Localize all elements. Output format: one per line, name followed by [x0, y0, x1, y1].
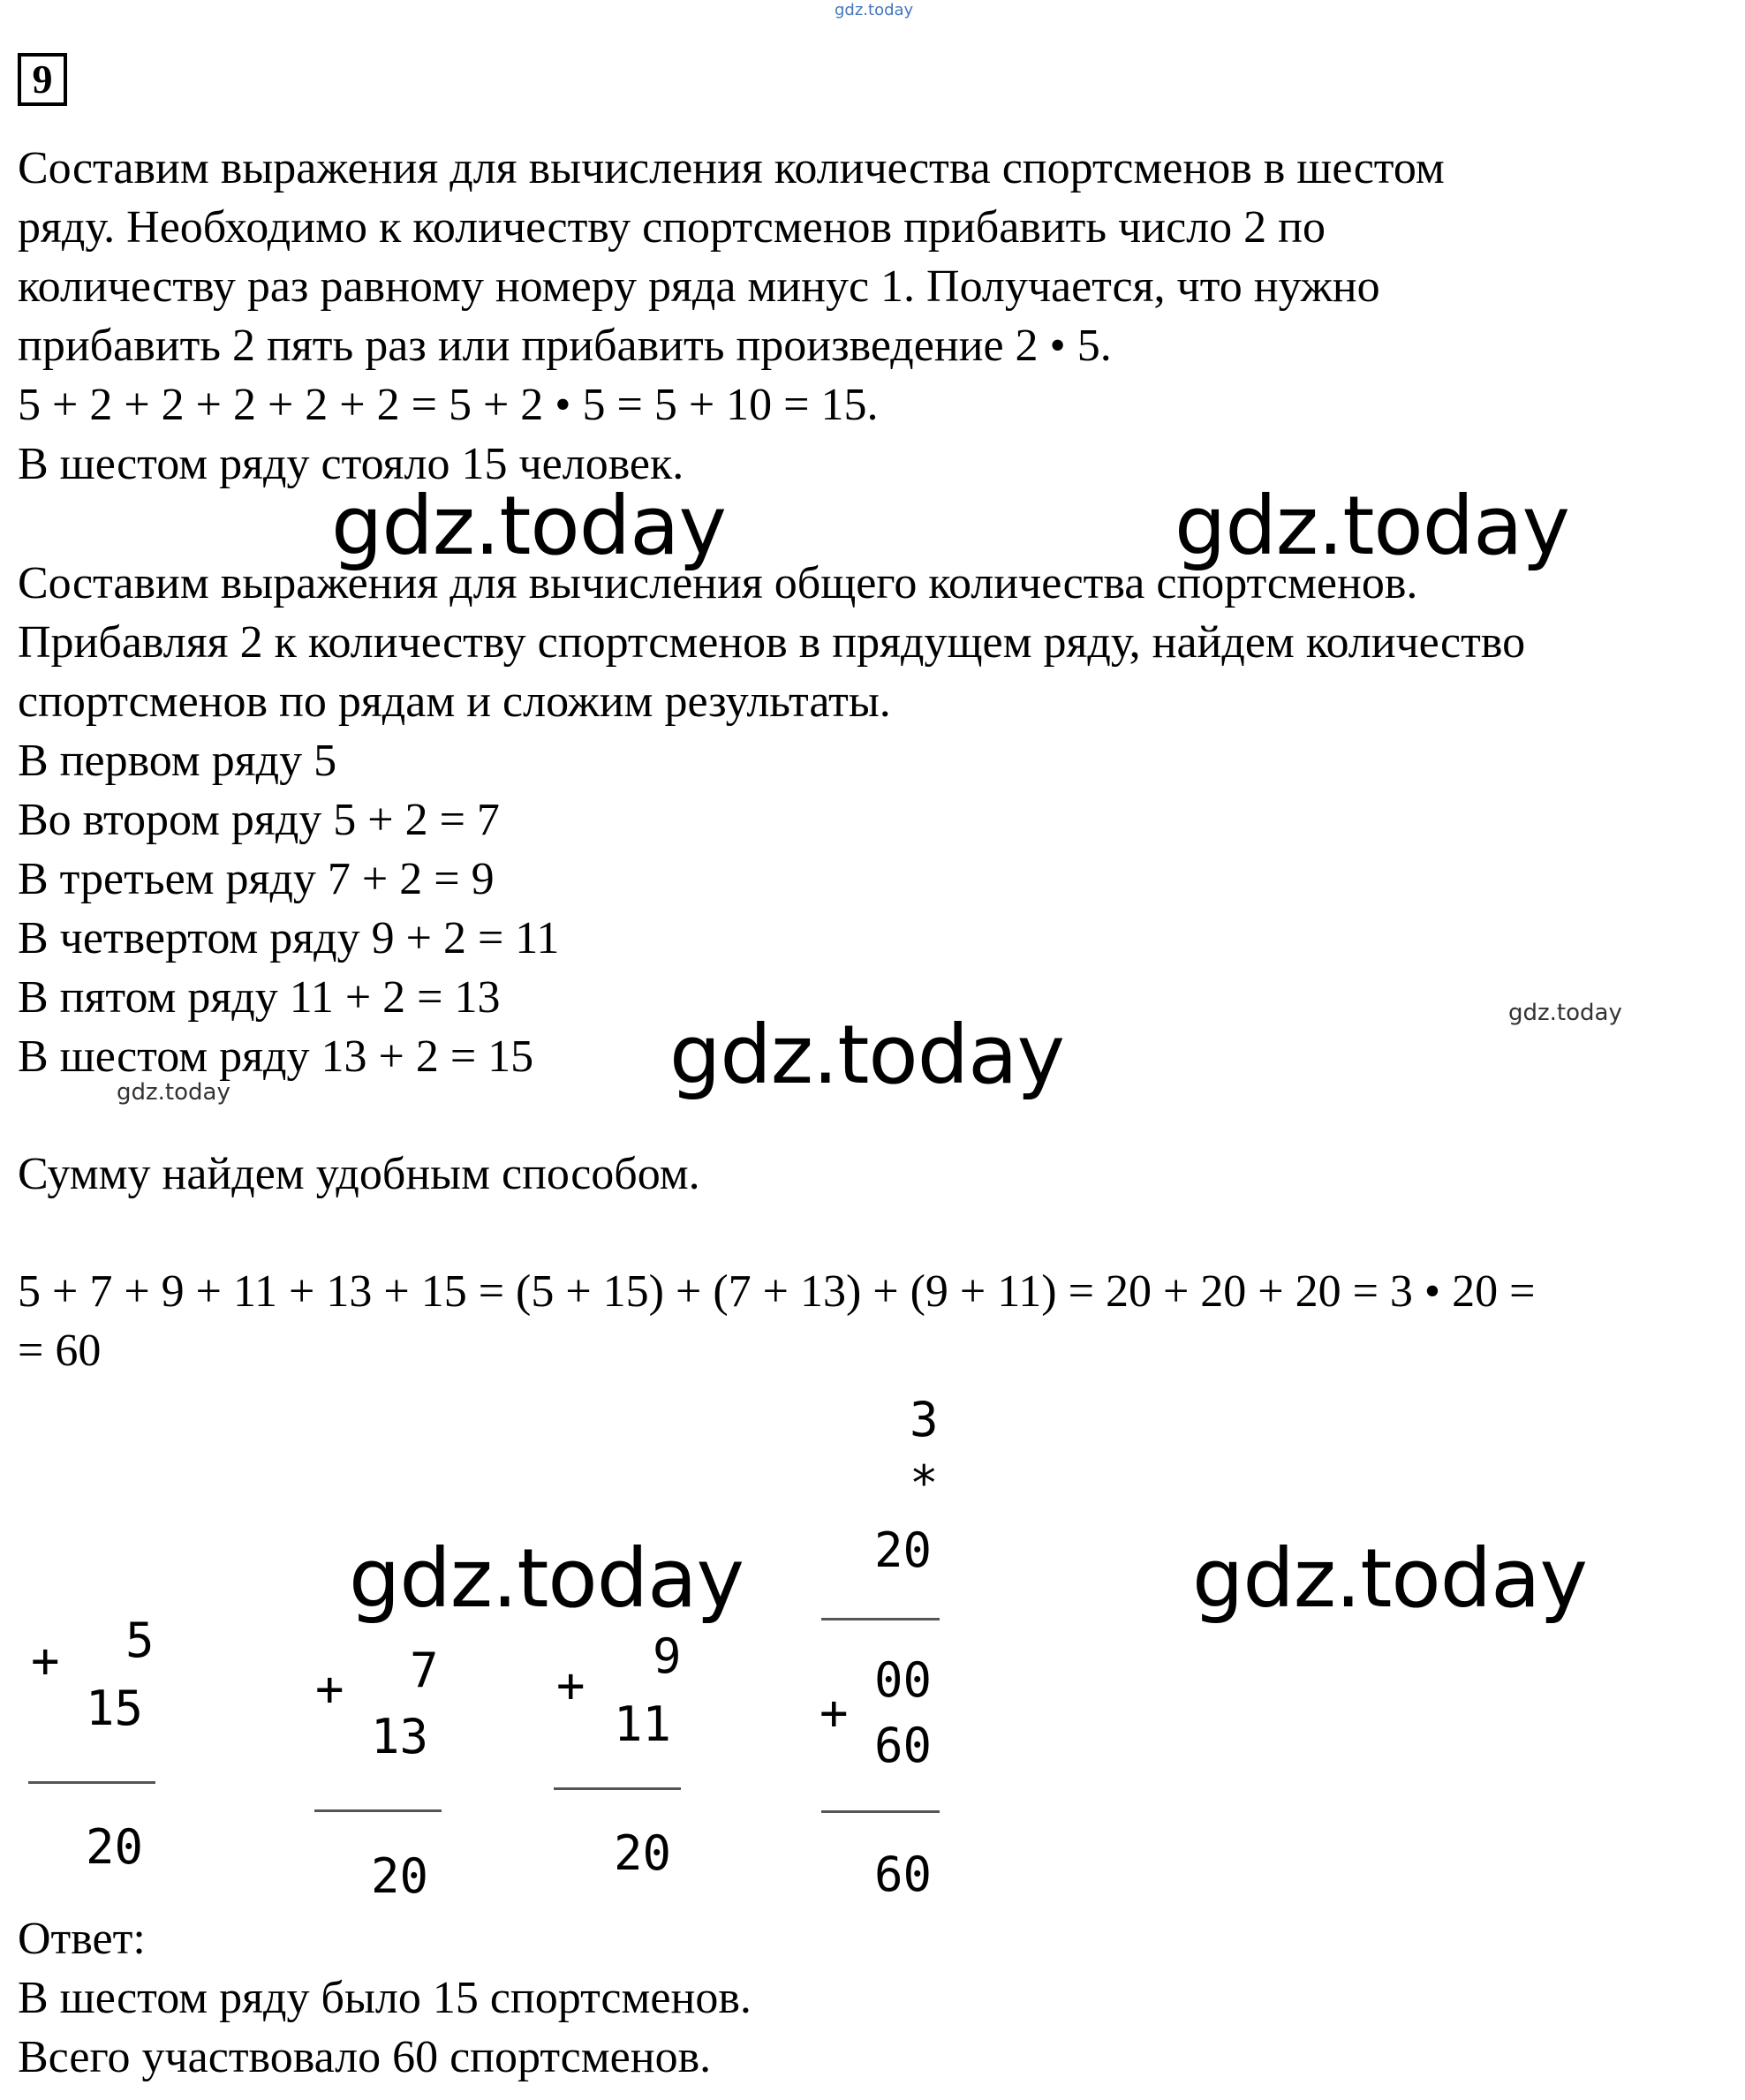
watermark-big-2: gdz.today: [1175, 479, 1569, 573]
paragraph1-line5: 5 + 2 + 2 + 2 + 2 + 2 = 5 + 2 • 5 = 5 + 10 = 15.: [18, 380, 879, 430]
add3-sign: +: [556, 1658, 585, 1713]
row-4-line: В четвертом ряду 9 + 2 = 11: [18, 913, 560, 963]
watermark-small-2: gdz.today: [117, 1079, 230, 1106]
mult-partial1: 00: [874, 1652, 933, 1708]
mult-sign: *: [910, 1455, 939, 1511]
add1-bottom: 15: [86, 1681, 144, 1736]
mult-bottom: 20: [874, 1522, 933, 1578]
sum-intro: Сумму найдем удобным способом.: [18, 1149, 700, 1199]
answer-line2: Всего участвовало 60 спортсменов.: [18, 2032, 712, 2082]
answer-line1: В шестом ряду было 15 спортсменов.: [18, 1973, 752, 2023]
add3-top: 9: [653, 1628, 682, 1684]
mult-top: 3: [910, 1392, 939, 1447]
paragraph1-line2: ряду. Необходимо к количеству спортсменов прибавить число 2 по: [18, 202, 1326, 253]
add2-line: [314, 1809, 442, 1812]
mult-partial2: 60: [874, 1718, 933, 1773]
paragraph2-line3: спортсменов по рядам и сложим результаты.: [18, 676, 891, 727]
paragraph1-line3: количеству раз равному номеру ряда минус 1. Получается, что нужно: [18, 261, 1380, 312]
row-3-line: В третьем ряду 7 + 2 = 9: [18, 854, 495, 904]
add2-result: 20: [371, 1848, 429, 1904]
row-2-line: Во втором ряду 5 + 2 = 7: [18, 795, 500, 845]
watermark-small-1: gdz.today: [1508, 1000, 1622, 1026]
mult-line-1: [821, 1618, 940, 1620]
add1-result: 20: [86, 1819, 144, 1875]
row-5-line: В пятом ряду 11 + 2 = 13: [18, 972, 501, 1023]
mult-line-2: [821, 1810, 940, 1813]
paragraph2-line1: Составим выражения для вычисления общего количества спортсменов.: [18, 558, 1418, 608]
watermark-big-5: gdz.today: [1192, 1531, 1587, 1626]
watermark-big-3: gdz.today: [669, 1008, 1064, 1102]
paragraph1-line4: прибавить 2 пять раз или прибавить произведение 2 • 5.: [18, 321, 1112, 371]
problem-number: 9: [18, 53, 67, 106]
mult-result: 60: [874, 1847, 933, 1902]
add3-bottom: 11: [614, 1696, 672, 1752]
add2-bottom: 13: [371, 1709, 429, 1764]
watermark-top: gdz.today: [835, 1, 914, 19]
paragraph1-line6: В шестом ряду стояло 15 человек.: [18, 439, 684, 489]
row-1-line: В первом ряду 5: [18, 736, 337, 786]
sum-expression-line2: = 60: [18, 1326, 102, 1376]
add3-line: [554, 1787, 681, 1790]
mult-plus: +: [820, 1685, 849, 1741]
add1-line: [28, 1781, 155, 1784]
paragraph2-line2: Прибавляя 2 к количеству спортсменов в прядущем ряду, найдем количество: [18, 617, 1526, 668]
row-6-line: В шестом ряду 13 + 2 = 15: [18, 1031, 534, 1082]
answer-label: Ответ:: [18, 1914, 146, 1964]
add3-result: 20: [614, 1825, 672, 1881]
add2-sign: +: [315, 1661, 344, 1717]
add1-sign: +: [31, 1633, 60, 1688]
add1-top: 5: [125, 1613, 155, 1668]
watermark-big-1: gdz.today: [331, 479, 726, 573]
sum-expression-line1: 5 + 7 + 9 + 11 + 13 + 15 = (5 + 15) + (7 + 13) + (9 + 11) = 20 + 20 + 20 = 3 • 20 =: [18, 1266, 1536, 1317]
watermark-big-4: gdz.today: [349, 1531, 744, 1626]
paragraph1-line1: Составим выражения для вычисления количества спортсменов в шестом: [18, 143, 1445, 193]
add2-top: 7: [410, 1643, 439, 1698]
